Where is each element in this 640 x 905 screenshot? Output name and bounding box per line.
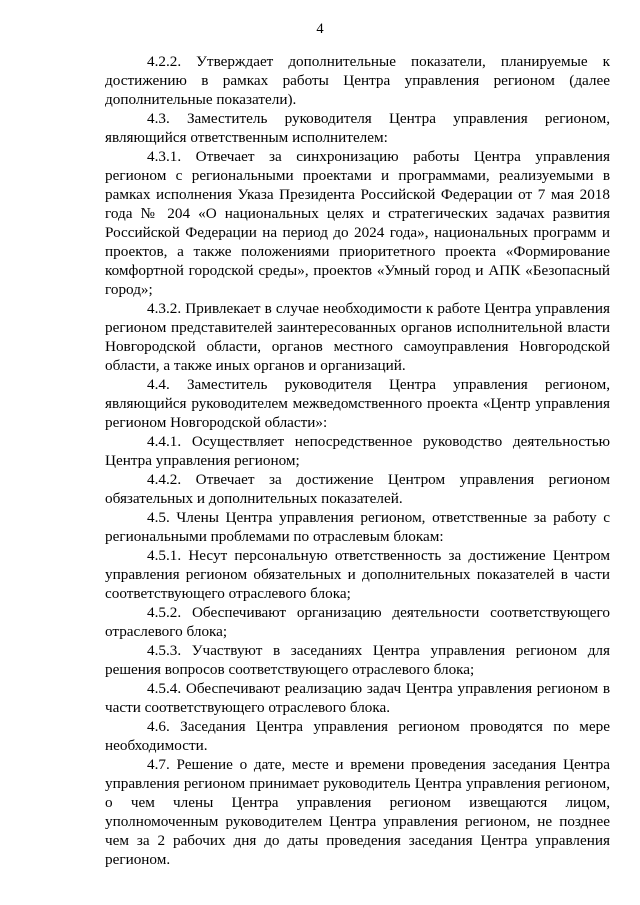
paragraph-4-3: 4.3. Заместитель руководителя Центра управления регионом, являющийся ответственным исполнителем:: [105, 110, 610, 146]
paragraph-4-3-2: 4.3.2. Привлекает в случае необходимости к работе Центра управления регионом представителей заинтересованных органов исполнительной власти Новгородской области, органов местного самоуправления Новгородской области, а также иных органов и организаций.: [105, 300, 610, 374]
paragraph-4-5-3: 4.5.3. Участвуют в заседаниях Центра управления регионом для решения вопросов соответствующего отраслевого блока;: [105, 642, 610, 678]
page-number: 4: [316, 21, 324, 37]
paragraph-4-5-2: 4.5.2. Обеспечивают организацию деятельности соответствующего отраслевого блока;: [105, 604, 610, 640]
paragraph-4-5-1: 4.5.1. Несут персональную ответственность за достижение Центром управления регионом обязательных и дополнительных показателей в части соответствующего отраслевого блока;: [105, 547, 610, 602]
paragraph-4-5: 4.5. Члены Центра управления регионом, ответственные за работу с региональными проблемами по отраслевым блокам:: [105, 509, 610, 545]
document-body: [105, 52, 610, 869]
paragraph-4-4-2: 4.4.2. Отвечает за достижение Центром управления регионом обязательных и дополнительных показателей.: [105, 471, 610, 507]
paragraph-4-5-4: 4.5.4. Обеспечивают реализацию задач Центра управления регионом в части соответствующего отраслевого блока.: [105, 680, 610, 716]
paragraph-4-7: 4.7. Решение о дате, месте и времени проведения заседания Центра управления регионом принимает руководитель Центра управления регионом, о чем члены Центра управления регионом извещаются лицом, уполномоченным руководителем Центра управления регионом, не позднее чем за 2 рабочих дня до даты проведения заседания Центра управления регионом.: [105, 756, 610, 868]
paragraph-4-4-1: 4.4.1. Осуществляет непосредственное руководство деятельностью Центра управления регионом;: [105, 433, 610, 469]
paragraph-4-2-2: 4.2.2. Утверждает дополнительные показатели, планируемые к достижению в рамках работы Центра управления регионом (далее дополнительные показатели).: [105, 53, 610, 108]
paragraph-4-3-1: 4.3.1. Отвечает за синхронизацию работы Центра управления регионом с региональными проектами и программами, реализуемыми в рамках исполнения Указа Президента Российской Федерации от 7 мая 2018 года № 204 «О национальных целях и стратегических задачах развития Российской Федерации на период до 2024 года», национальных программ и проектов, а также положениями приоритетного проекта «Формирование комфортной городской среды», проектов «Умный город и АПК «Безопасный город»;: [105, 148, 610, 298]
paragraph-4-4: 4.4. Заместитель руководителя Центра управления регионом, являющийся руководителем межведомственного проекта «Центр управления регионом Новгородской области»:: [105, 376, 610, 431]
paragraph-4-6: 4.6. Заседания Центра управления регионом проводятся по мере необходимости.: [105, 718, 610, 754]
